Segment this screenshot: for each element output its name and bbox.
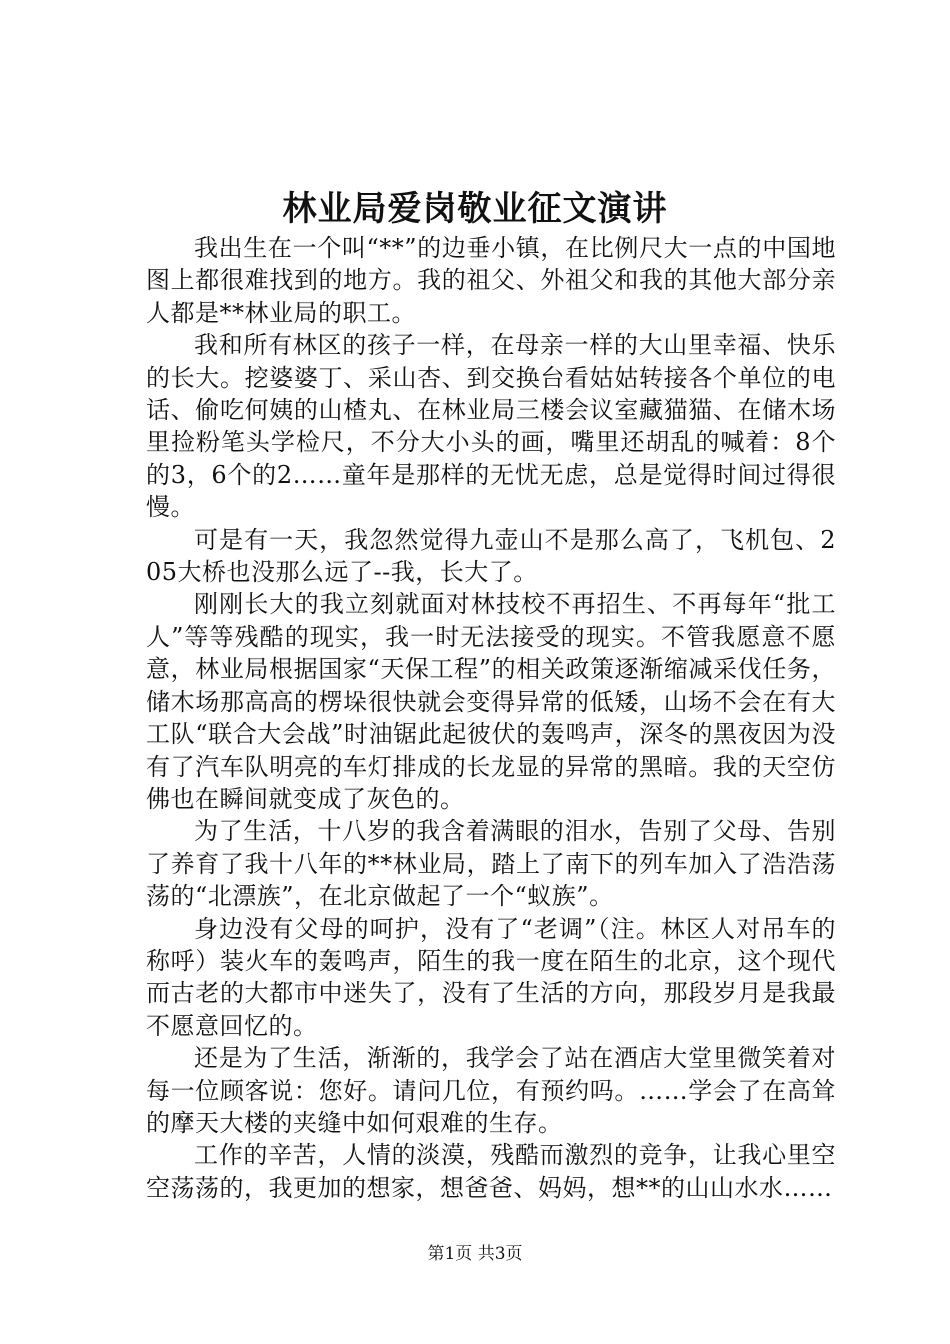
- paragraph-5: 为了生活，十八岁的我含着满眼的泪水，告别了父母、告别了养育了我十八年的**林业局，踏上了南下的列车加入了浩浩荡荡的“北漂族”，在北京做起了一个“蚁族”。: [146, 817, 836, 911]
- paragraph-1: 我出生在一个叫“**”的边垂小镇，在比例尺大一点的中国地图上都很难找到的地方。我的祖父、外祖父和我的其他大部分亲人都是**林业局的职工。: [146, 234, 836, 327]
- paragraph-8: 工作的辛苦，人情的淡漠，残酷而激烈的竞争，让我心里空空荡荡的，我更加的想家，想爸爸、妈妈，想**的山山水水……: [146, 1141, 836, 1202]
- paragraph-6: 身边没有父母的呵护，没有了“老调”（注。林区人对吊车的称呼）装火车的轰鸣声，陌生的我一度在陌生的北京，这个现代而古老的大都市中迷失了，没有了生活的方向，那段岁月是我最不愿意回忆的。: [146, 914, 836, 1040]
- paragraph-3: 可是有一天，我忽然觉得九壶山不是那么高了，飞机包、205大桥也没那么远了--我，长大了。: [146, 525, 836, 587]
- document-body: [146, 232, 836, 1204]
- page-number-footer: 第1页 共3页: [427, 1244, 523, 1264]
- paragraph-4: 刚刚长大的我立刻就面对林技校不再招生、不再每年“批工人”等等残酷的现实，我一时无法接受的现实。不管我愿意不愿意，林业局根据国家“天保工程”的相关政策逐渐缩减采伐任务，储木场那高高的楞垛很快就会变得异常的低矮，山场不会在有大工队“联合大会战”时油锯此起彼伏的轰鸣声，深冬的黑夜因为没有了汽车队明亮的车灯排成的长龙显的异常的黑暗。我的天空仿佛也在瞬间就变成了灰色的。: [146, 590, 836, 813]
- paragraph-7: 还是为了生活，渐渐的，我学会了站在酒店大堂里微笑着对每一位顾客说：您好。请问几位，有预约吗。……学会了在高耸的摩天大楼的夹缝中如何艰难的生存。: [146, 1044, 836, 1137]
- paragraph-2: 我和所有林区的孩子一样，在母亲一样的大山里幸福、快乐的长大。挖婆婆丁、采山杏、到交换台看姑姑转接各个单位的电话、偷吃何姨的山楂丸、在林业局三楼会议室藏猫猫、在储木场里捡粉笔头学检尺，不分大小头的画，嘴里还胡乱的喊着：8个的3，6个的2……童年是那样的无忧无虑，总是觉得时间过得很慢。: [146, 331, 836, 522]
- document-title: 林业局爱岗敬业征文演讲: [282, 189, 668, 229]
